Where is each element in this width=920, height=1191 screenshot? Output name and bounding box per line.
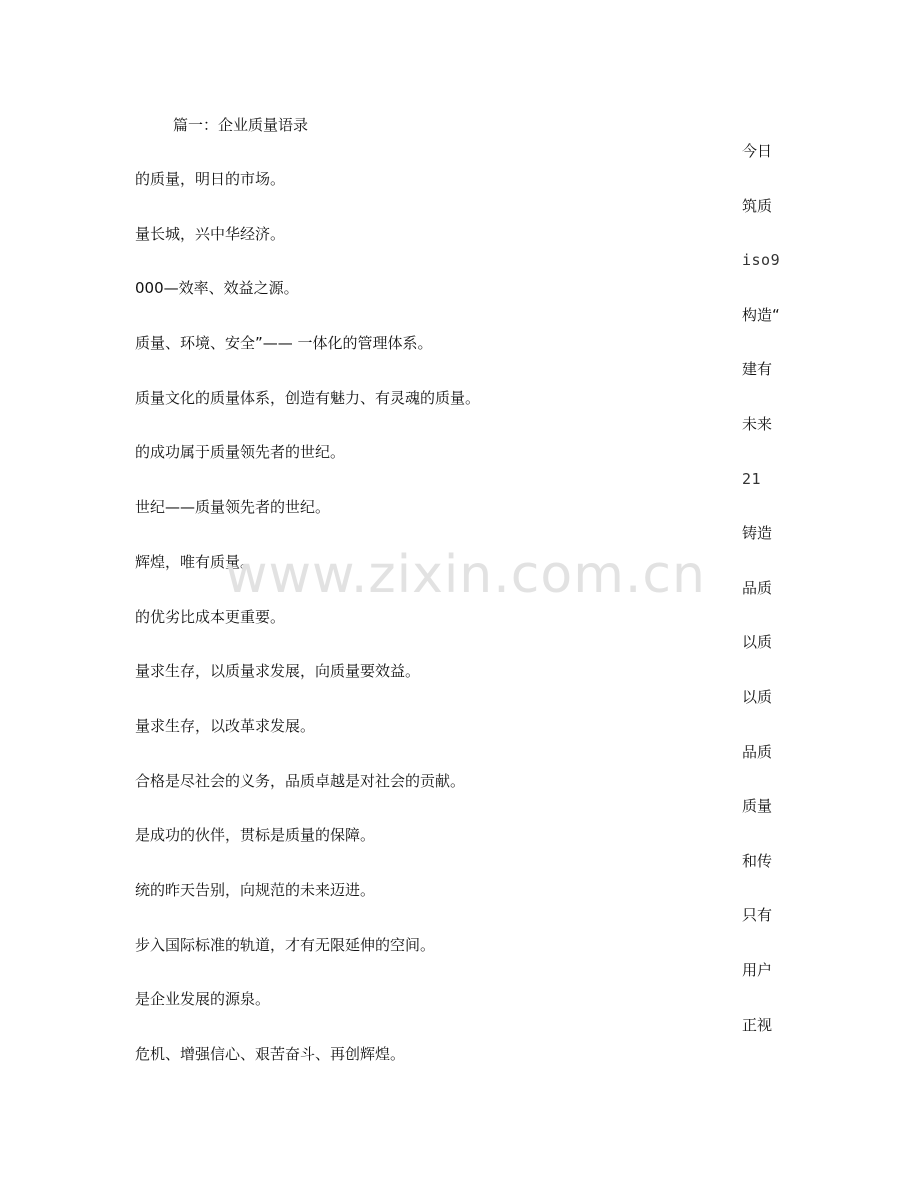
left-line: 量长城，兴中华经济。 — [135, 224, 286, 243]
left-line: 辉煌，唯有质量。 — [135, 552, 256, 571]
right-line: 正视 — [742, 1015, 773, 1034]
right-line: 质量 — [742, 797, 773, 816]
right-line: 用户 — [742, 960, 773, 979]
left-line: 质量文化的质量体系，创造有魅力、有灵魂的质量。 — [135, 388, 481, 407]
right-line: 建有 — [742, 360, 773, 379]
left-line: 危机、增强信心、艰苦奋斗、再创辉煌。 — [135, 1045, 406, 1063]
right-line: 未来 — [742, 414, 773, 433]
right-line: 和传 — [742, 851, 773, 870]
left-line: 步入国际标准的轨道，才有无限延伸的空间。 — [135, 935, 436, 954]
left-line: 是企业发展的源泉。 — [135, 990, 271, 1009]
right-line: 21 — [742, 469, 762, 488]
left-line: 量求生存，以质量求发展，向质量要效益。 — [135, 662, 421, 681]
watermark: www.zixin.com.cn — [225, 545, 706, 605]
left-line: 的质量，明日的市场。 — [135, 170, 286, 188]
page-title: 篇一：企业质量语录 — [173, 116, 309, 134]
left-line: 合格是尽社会的义务，品质卓越是对社会的贡献。 — [135, 771, 466, 790]
left-line: 的优劣比成本更重要。 — [135, 607, 286, 626]
right-line: iso9 — [742, 251, 781, 270]
right-line: 以质 — [742, 633, 773, 652]
left-line: 000—效率、效益之源。 — [135, 279, 299, 298]
right-line: 铸造 — [742, 524, 773, 543]
left-line: 统的昨天告别，向规范的未来迈进。 — [135, 880, 376, 899]
right-line: 品质 — [742, 578, 773, 597]
left-line: 是成功的伙伴，贯标是质量的保障。 — [135, 826, 376, 845]
left-column — [135, 169, 480, 1099]
right-line: 以质 — [742, 687, 773, 706]
right-line: 构造“ — [742, 305, 780, 324]
left-line: 的成功属于质量领先者的世纪。 — [135, 443, 346, 462]
right-line: 筑质 — [742, 196, 773, 215]
right-line: 今日 — [742, 142, 773, 160]
right-line: 品质 — [742, 742, 773, 761]
right-line: 只有 — [742, 906, 773, 925]
right-column — [742, 141, 780, 1069]
left-line: 量求生存，以改革求发展。 — [135, 716, 316, 735]
left-line: 世纪——质量领先者的世纪。 — [135, 498, 331, 517]
left-line: 质量、环境、安全”—— 一体化的管理体系。 — [135, 334, 433, 353]
